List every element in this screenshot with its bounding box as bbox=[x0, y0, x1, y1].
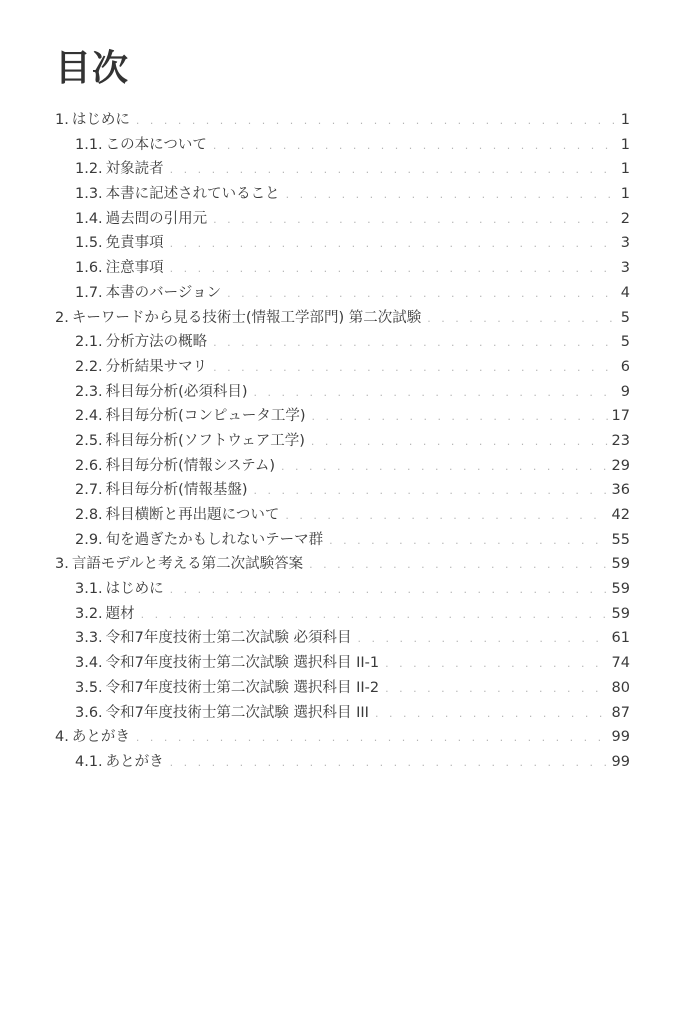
toc-entry-number: 2.1. bbox=[75, 334, 103, 351]
toc-entry-number: 3.5. bbox=[75, 679, 103, 696]
toc-entry-title: 対象読者 bbox=[105, 161, 164, 178]
toc-entry[interactable] bbox=[55, 429, 630, 454]
toc-entry-number: 4. bbox=[55, 729, 69, 746]
toc-entry-page: 36 bbox=[611, 482, 630, 499]
toc-entry-title: 本書に記述されていること bbox=[105, 186, 280, 203]
dot-leader bbox=[309, 553, 607, 578]
toc-entry-page: 1 bbox=[620, 161, 630, 178]
toc-entry[interactable] bbox=[55, 626, 630, 651]
toc-entry-title: 令和7年度技術士第二次試験 必須科目 bbox=[105, 630, 352, 647]
toc-entry[interactable] bbox=[55, 478, 630, 503]
toc-entry-label bbox=[75, 602, 135, 627]
dot-leader bbox=[285, 504, 607, 529]
toc-entry-page: 99 bbox=[611, 753, 630, 770]
toc-entry-page: 17 bbox=[611, 408, 630, 425]
toc-entry-number: 3.4. bbox=[75, 655, 103, 672]
toc-entry-label bbox=[75, 577, 164, 602]
dot-leader bbox=[170, 578, 608, 603]
dot-leader bbox=[213, 356, 617, 381]
toc-entry-page: 23 bbox=[611, 432, 630, 449]
toc-entry[interactable] bbox=[55, 108, 630, 133]
toc-entry-title: はじめに bbox=[71, 112, 130, 128]
toc-entry-label bbox=[75, 676, 379, 701]
toc-entry-title: 分析方法の概略 bbox=[105, 334, 208, 351]
toc-entry-label bbox=[75, 133, 207, 158]
dot-leader bbox=[141, 603, 608, 628]
toc-entry-title: 令和7年度技術士第二次試験 選択科目 II-2 bbox=[105, 679, 380, 696]
toc-entry-number: 3. bbox=[55, 556, 69, 573]
toc-title: 目次 bbox=[55, 48, 130, 89]
toc-entry-title: 科目横断と再出題について bbox=[105, 507, 280, 523]
toc-entry[interactable] bbox=[55, 207, 630, 232]
toc-entry-page: 59 bbox=[611, 605, 630, 622]
toc-entry-number: 2.3. bbox=[75, 383, 103, 400]
toc-entry-number: 1.3. bbox=[75, 186, 103, 203]
dot-leader bbox=[358, 627, 608, 652]
dot-leader bbox=[136, 109, 617, 134]
toc-entry[interactable] bbox=[55, 750, 630, 775]
toc-entry-number: 3.6. bbox=[75, 704, 103, 721]
dot-leader bbox=[170, 158, 617, 183]
toc-entry[interactable] bbox=[55, 157, 630, 182]
toc-entry[interactable] bbox=[55, 380, 630, 405]
toc-entry-label bbox=[55, 725, 130, 750]
toc-entry-number: 1.5. bbox=[75, 235, 103, 252]
toc-entry-label bbox=[55, 552, 303, 577]
toc-entry-label bbox=[75, 503, 279, 528]
dot-leader bbox=[170, 751, 608, 776]
toc-entry-number: 2.6. bbox=[75, 457, 103, 474]
toc-entry-number: 1.7. bbox=[75, 284, 103, 301]
dot-leader bbox=[227, 282, 617, 307]
toc-entry-title: キーワードから見る技術士(情報工学部門) 第二次試験 bbox=[71, 309, 422, 326]
toc-entry-number: 2.4. bbox=[75, 408, 103, 425]
dot-leader bbox=[254, 479, 608, 504]
toc-entry-page: 3 bbox=[620, 235, 630, 252]
toc-entry-page: 61 bbox=[611, 630, 630, 647]
toc-entry-title: この本について bbox=[105, 136, 207, 153]
toc-entry-number: 2.5. bbox=[75, 432, 103, 449]
dot-leader bbox=[170, 257, 617, 282]
toc-entry[interactable] bbox=[55, 454, 630, 479]
toc-entry-label bbox=[75, 528, 323, 553]
toc-entry[interactable] bbox=[55, 182, 630, 207]
toc-entry-number: 3.2. bbox=[75, 605, 103, 622]
toc-entry-page: 87 bbox=[611, 704, 630, 721]
dot-leader bbox=[385, 652, 607, 677]
toc-entry-page: 80 bbox=[611, 679, 630, 696]
toc-entry-number: 1.4. bbox=[75, 210, 103, 227]
toc-entry-label bbox=[75, 429, 305, 454]
toc-entry-label bbox=[75, 750, 164, 775]
toc-entry-label bbox=[75, 231, 164, 256]
toc-entry-number: 2.7. bbox=[75, 482, 103, 499]
toc-entry-page: 1 bbox=[620, 136, 630, 153]
toc-entry-page: 59 bbox=[611, 556, 630, 573]
toc-entry-title: 科目毎分析(必須科目) bbox=[105, 383, 248, 400]
toc-entry-label bbox=[75, 182, 280, 207]
toc-entry-page: 1 bbox=[620, 112, 630, 128]
toc-entry-title: あとがき bbox=[105, 753, 164, 770]
toc-entry-title: あとがき bbox=[71, 729, 130, 746]
toc-entry-page: 2 bbox=[620, 210, 630, 227]
toc-entry[interactable] bbox=[55, 404, 630, 429]
dot-leader bbox=[311, 430, 608, 455]
toc-entry[interactable] bbox=[55, 231, 630, 256]
toc-entry[interactable] bbox=[55, 355, 630, 380]
dot-leader bbox=[170, 232, 617, 257]
toc-entry-label bbox=[75, 355, 207, 380]
toc-entry[interactable] bbox=[55, 701, 630, 726]
toc-entry-number: 1.2. bbox=[75, 161, 103, 178]
toc-entry-label bbox=[75, 454, 275, 479]
toc-entry-label bbox=[55, 306, 421, 331]
toc-entry[interactable] bbox=[55, 306, 630, 331]
dot-leader bbox=[213, 331, 617, 356]
dot-leader bbox=[136, 726, 608, 751]
toc-entry-number: 4.1. bbox=[75, 753, 103, 770]
toc-entry[interactable] bbox=[55, 256, 630, 281]
dot-leader bbox=[375, 702, 608, 727]
toc-entry[interactable] bbox=[55, 676, 630, 701]
toc-entry-label bbox=[75, 330, 207, 355]
toc-entry-label bbox=[75, 651, 379, 676]
toc-entry[interactable] bbox=[55, 651, 630, 676]
toc-entry-label bbox=[55, 108, 130, 133]
toc-entry-title: 科目毎分析(情報システム) bbox=[105, 457, 276, 474]
toc-entry-title: はじめに bbox=[105, 581, 164, 598]
toc-entry-page: 9 bbox=[620, 383, 630, 400]
toc-entry-title: 過去問の引用元 bbox=[105, 210, 208, 227]
toc-entry[interactable] bbox=[55, 281, 630, 306]
toc-entry-label bbox=[75, 207, 207, 232]
toc-entry-page: 99 bbox=[611, 729, 630, 746]
dot-leader bbox=[312, 405, 608, 430]
toc-entry-title: 令和7年度技術士第二次試験 選択科目 II-1 bbox=[105, 655, 380, 672]
dot-leader bbox=[286, 183, 617, 208]
toc-entry[interactable] bbox=[55, 552, 630, 577]
toc-list bbox=[55, 108, 630, 775]
toc-entry-number: 3.3. bbox=[75, 630, 103, 647]
toc-entry-number: 2.9. bbox=[75, 531, 103, 548]
toc-entry-label bbox=[75, 256, 164, 281]
toc-entry-label bbox=[75, 157, 164, 182]
toc-entry[interactable] bbox=[55, 602, 630, 627]
toc-entry[interactable] bbox=[55, 330, 630, 355]
toc-entry-page: 74 bbox=[611, 655, 630, 672]
toc-entry-title: 本書のバージョン bbox=[105, 284, 222, 301]
toc-entry-page: 29 bbox=[611, 457, 630, 474]
toc-entry-label bbox=[75, 701, 369, 726]
toc-entry-page: 1 bbox=[620, 186, 630, 203]
toc-entry-title: 令和7年度技術士第二次試験 選択科目 III bbox=[105, 704, 369, 721]
toc-entry-title: 旬を過ぎたかもしれないテーマ群 bbox=[105, 531, 324, 548]
toc-entry-title: 分析結果サマリ bbox=[105, 358, 208, 375]
toc-entry-page: 3 bbox=[620, 260, 630, 277]
toc-entry-title: 科目毎分析(コンピュータ工学) bbox=[105, 408, 306, 425]
toc-entry-page: 55 bbox=[611, 531, 630, 548]
toc-entry-title: 題材 bbox=[105, 605, 135, 622]
dot-leader bbox=[213, 208, 617, 233]
toc-entry-number: 1.6. bbox=[75, 260, 103, 277]
toc-entry-page: 5 bbox=[620, 334, 630, 351]
toc-entry-label bbox=[75, 281, 221, 306]
toc-entry-page: 59 bbox=[611, 581, 630, 598]
toc-entry-number: 2. bbox=[55, 309, 69, 326]
toc-entry-number: 3.1. bbox=[75, 581, 103, 598]
toc-entry-label bbox=[75, 404, 306, 429]
toc-entry-page: 42 bbox=[611, 507, 630, 523]
toc-entry-page: 4 bbox=[620, 284, 630, 301]
toc-entry[interactable] bbox=[55, 725, 630, 750]
toc-entry-page: 6 bbox=[620, 358, 630, 375]
toc-entry-number: 2.2. bbox=[75, 358, 103, 375]
dot-leader bbox=[427, 307, 617, 332]
dot-leader bbox=[281, 455, 608, 480]
dot-leader bbox=[254, 381, 617, 406]
toc-entry-title: 注意事項 bbox=[105, 260, 164, 277]
toc-entry-number: 1. bbox=[55, 112, 69, 128]
toc-entry-label bbox=[75, 478, 248, 503]
toc-entry-number: 1.1. bbox=[75, 136, 103, 153]
toc-entry[interactable] bbox=[55, 528, 630, 553]
toc-entry[interactable] bbox=[55, 503, 630, 528]
toc-entry-label bbox=[75, 626, 352, 651]
toc-entry-label bbox=[75, 380, 248, 405]
toc-entry[interactable] bbox=[55, 577, 630, 602]
toc-entry-title: 免責事項 bbox=[105, 235, 164, 252]
dot-leader bbox=[329, 529, 607, 554]
toc-entry-page: 5 bbox=[620, 309, 630, 326]
toc-entry-number: 2.8. bbox=[75, 507, 103, 523]
toc-entry[interactable] bbox=[55, 133, 630, 158]
dot-leader bbox=[213, 134, 617, 159]
toc-entry-title: 科目毎分析(ソフトウェア工学) bbox=[105, 432, 305, 449]
toc-entry-title: 科目毎分析(情報基盤) bbox=[105, 482, 248, 499]
dot-leader bbox=[385, 677, 607, 702]
toc-entry-title: 言語モデルと考える第二次試験答案 bbox=[71, 556, 304, 573]
